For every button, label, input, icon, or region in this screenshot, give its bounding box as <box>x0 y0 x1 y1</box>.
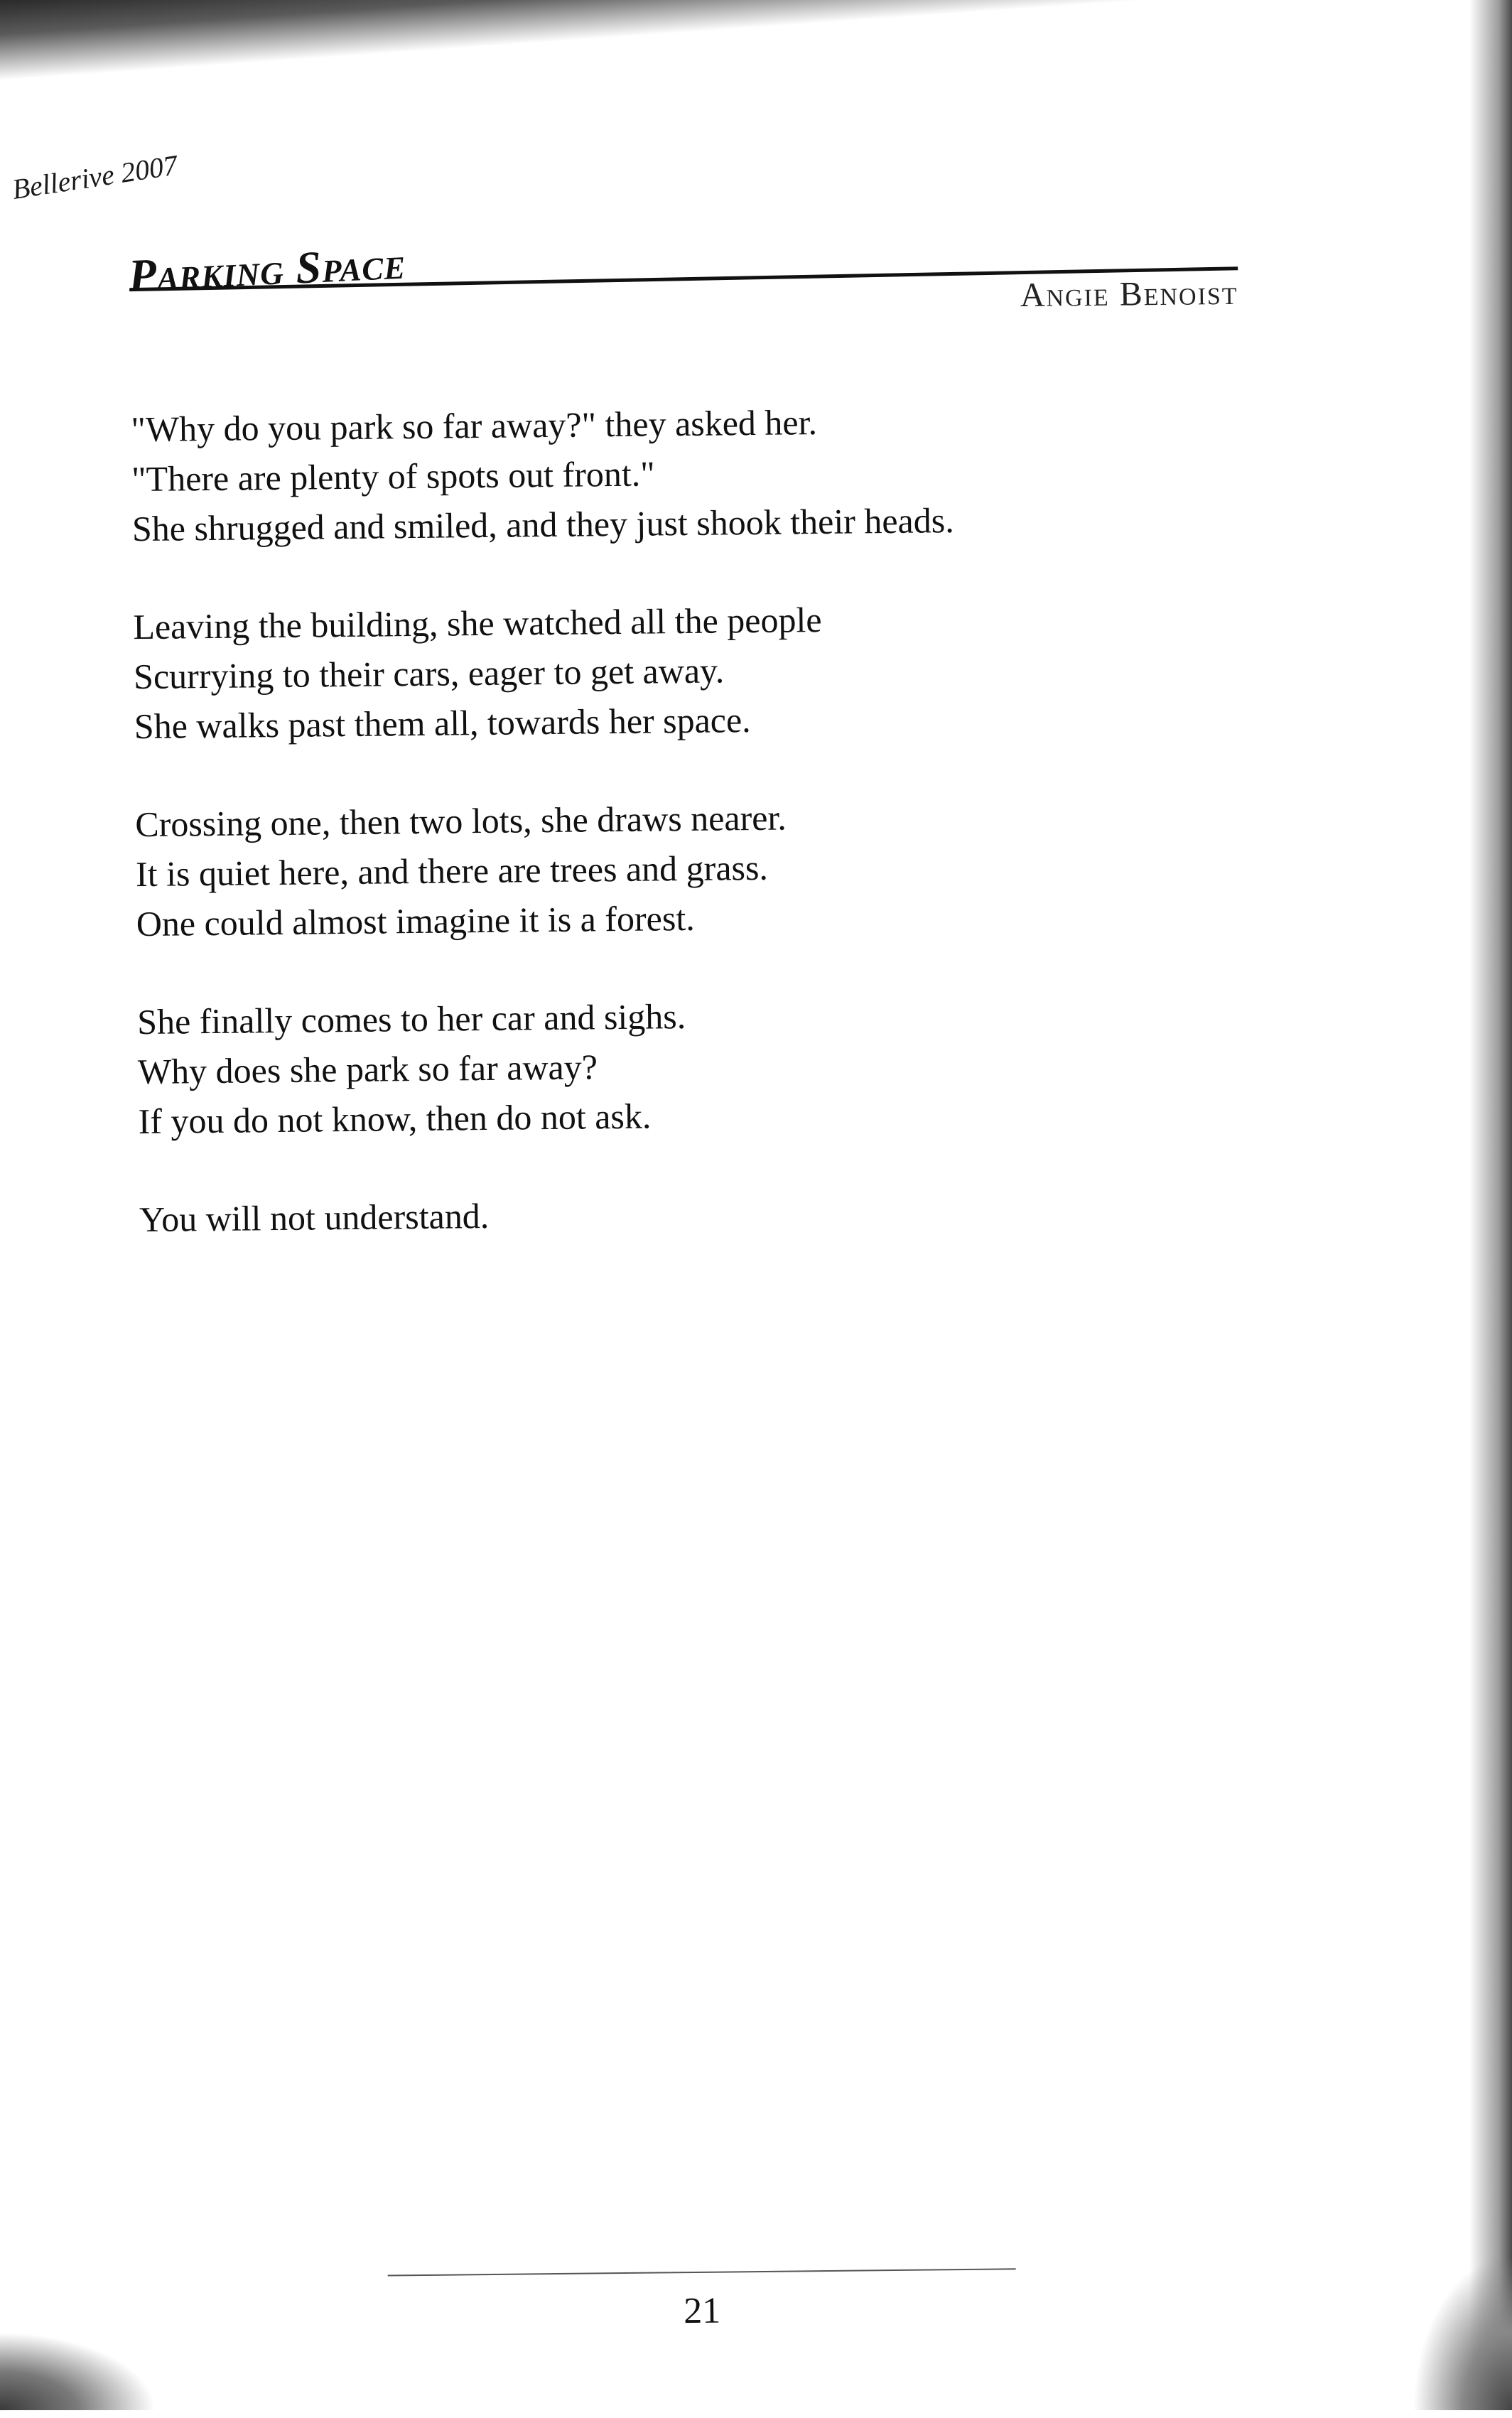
poem-title: Parking Space <box>127 237 407 301</box>
stanza-4 <box>137 984 1346 1146</box>
poem-line: Crossing one, then two lots, she draws nearer. <box>135 797 787 845</box>
poem-line: "Why do you park so far away?" they asked her. <box>131 402 818 450</box>
poem-body <box>131 392 1348 1292</box>
stanza-5 <box>139 1182 1348 1244</box>
poem-line: Leaving the building, she watched all the people <box>133 599 822 647</box>
poem-line: Why does she park so far away? <box>137 1047 598 1092</box>
poem-line: Scurrying to their cars, eager to get away. <box>133 650 725 697</box>
poem-line: "There are plenty of spots out front." <box>131 453 655 500</box>
poem-line: One could almost imagine it is a forest. <box>136 897 695 944</box>
poem-line: It is quiet here, and there are trees and grass. <box>135 847 769 895</box>
stanza-2 <box>133 589 1342 751</box>
poem-line: You will not understand. <box>139 1195 490 1240</box>
page-number: 21 <box>683 2290 721 2332</box>
stanza-3 <box>135 787 1344 949</box>
poem-line: She shrugged and smiled, and they just shook their heads. <box>131 500 954 549</box>
poem-line: If you do not know, then do not ask. <box>138 1096 652 1142</box>
stanza-1 <box>131 392 1340 554</box>
poem-line: She walks past them all, towards her space. <box>134 700 751 747</box>
footer-rule <box>388 2268 1016 2276</box>
running-head: Bellerive 2007 <box>10 149 180 205</box>
poem-line: She finally comes to her car and sighs. <box>136 996 686 1042</box>
poem-author: Angie Benoist <box>1020 274 1238 315</box>
